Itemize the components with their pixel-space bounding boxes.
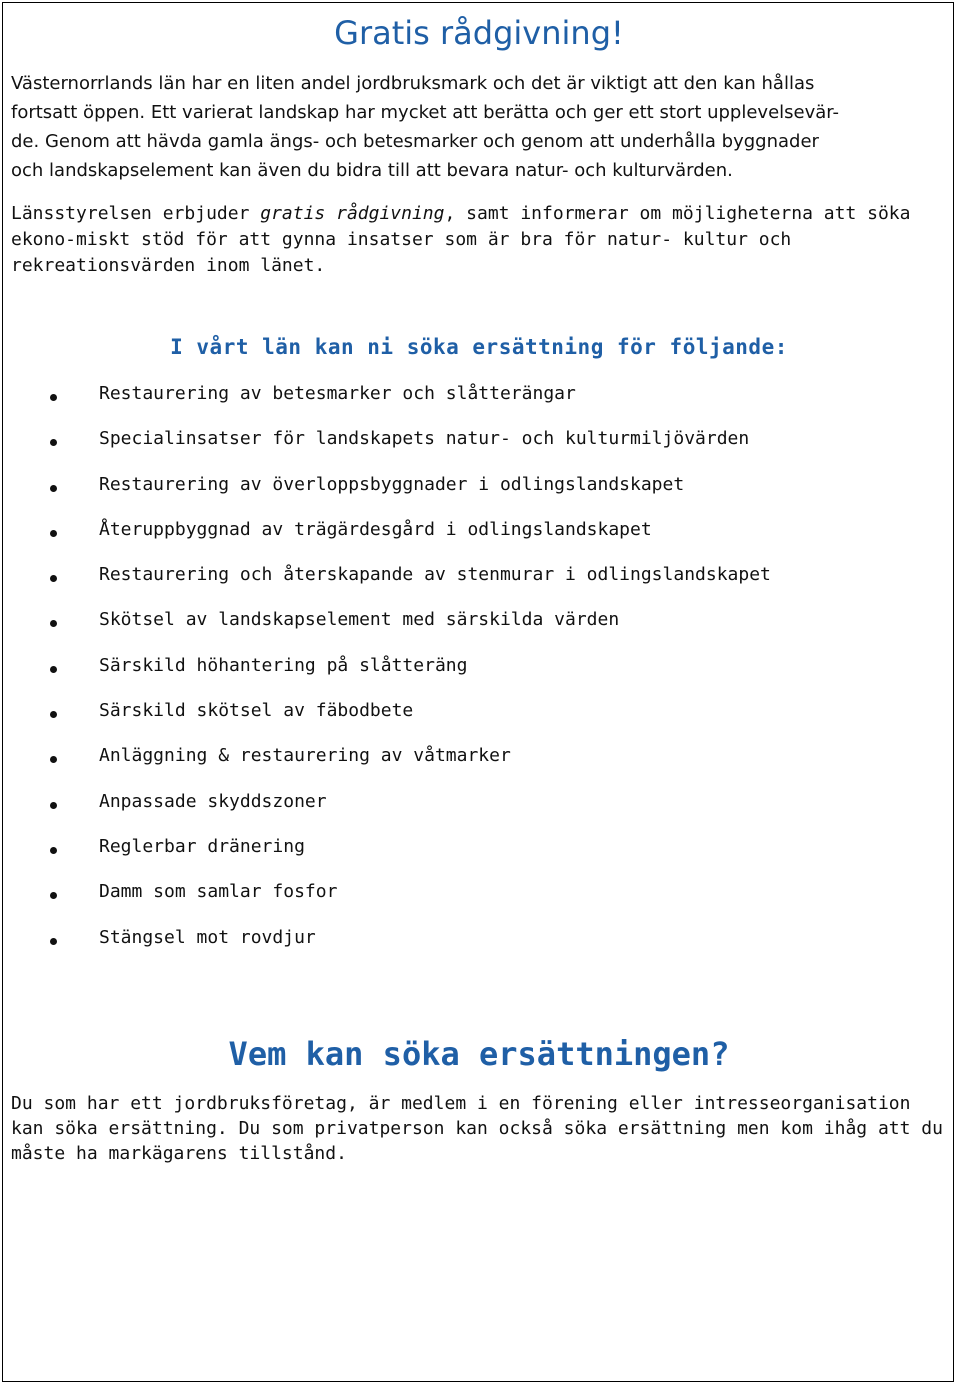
list-item [3, 925, 955, 970]
list-item [3, 743, 955, 788]
list-item [3, 789, 955, 834]
list-item [3, 607, 955, 652]
list-heading: I vårt län kan ni söka ersättning för följande: [170, 335, 788, 359]
bullet-icon [50, 575, 57, 582]
bullet-icon [50, 485, 57, 492]
list-item [3, 517, 955, 562]
list-item-text: Skötsel av landskapselement med särskilda värden [99, 609, 620, 631]
bullet-icon [50, 439, 57, 446]
list-item [3, 426, 955, 471]
list-item-text: Anläggning & restaurering av våtmarker [99, 745, 511, 767]
who-can-apply-text: Du som har ett jordbruksföretag, är medlem i en förening eller intresseorganisation kan söka ersättning. Du som privatperson kan också söka ersättning men kom ihåg att du måste ha markägarens tillstånd. [11, 1093, 943, 1164]
compensation-list [3, 381, 955, 970]
bullet-icon [50, 847, 57, 854]
list-item-text: Restaurering av överloppsbyggnader i odlingslandskapet [99, 473, 685, 495]
bullet-icon [50, 802, 57, 809]
bullet-icon [50, 938, 57, 945]
list-item [3, 698, 955, 743]
list-item [3, 653, 955, 698]
list-item-text: Återuppbyggnad av trägärdesgård i odlingslandskapet [99, 518, 652, 540]
list-item [3, 834, 955, 879]
list-item-text: Damm som samlar fosfor [99, 881, 338, 903]
bullet-icon [50, 666, 57, 673]
intro-line: Västernorrlands län har en liten andel jordbruksmark och det är viktigt att den kan hållas [11, 73, 815, 94]
list-item [3, 879, 955, 924]
bullet-icon [50, 530, 57, 537]
list-item-text: Restaurering av betesmarker och slåtterängar [99, 383, 576, 404]
bullet-icon [50, 756, 57, 763]
list-item-text: Särskild skötsel av fäbodbete [99, 700, 414, 722]
bullet-icon [50, 394, 57, 401]
offer-text-before: Länsstyrelsen erbjuder [11, 203, 261, 224]
list-item-text: Särskild höhantering på slåtteräng [99, 654, 468, 676]
who-can-apply-heading: Vem kan söka ersättningen? [228, 1035, 730, 1073]
bullet-icon [50, 711, 57, 718]
list-item-text: Reglerbar dränering [99, 835, 305, 857]
offer-emphasis: gratis rådgivning [260, 203, 445, 224]
page-title: Gratis rådgivning! [334, 14, 624, 52]
list-item-text: Restaurering och återskapande av stenmurar i odlingslandskapet [99, 564, 771, 586]
offer-text-after: , samt informerar om möjligheterna att söka ekono-miskt stöd för att gynna insatser som är bra för natur- kultur och rekreationsvärden inom länet. [11, 203, 911, 276]
bullet-icon [50, 892, 57, 899]
intro-line: och landskapselement kan även du bidra till att bevara natur- och kulturvärden. [11, 160, 733, 181]
list-item-text: Stängsel mot rovdjur [99, 926, 316, 948]
list-item [3, 472, 955, 517]
intro-line: de. Genom att hävda gamla ängs- och betesmarker och genom att underhålla byggnader [11, 131, 819, 152]
list-item-text: Specialinsatser för landskapets natur- och kulturmiljövärden [99, 428, 750, 450]
list-item [3, 381, 955, 426]
intro-paragraph [11, 69, 947, 185]
bullet-icon [50, 620, 57, 627]
list-item-text: Anpassade skyddszoner [99, 790, 327, 812]
document-page [2, 2, 954, 1382]
offer-paragraph [11, 201, 947, 279]
list-item [3, 562, 955, 607]
intro-line: fortsatt öppen. Ett varierat landskap har mycket att berätta och ger ett stort upplevelsevär- [11, 102, 840, 123]
